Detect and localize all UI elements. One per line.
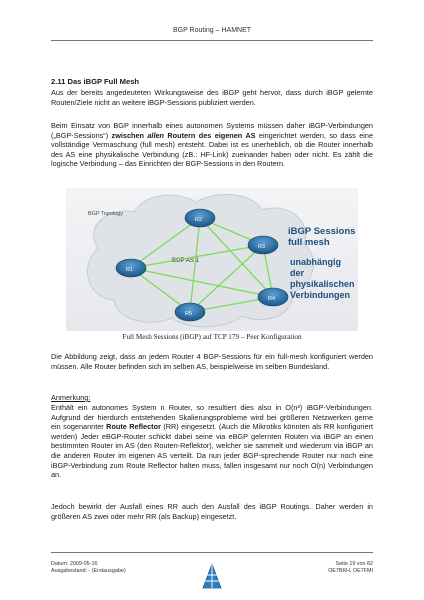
header-divider (51, 40, 373, 41)
emphasis-route-reflector: Route Reflector (106, 422, 161, 432)
router-label: R3 (258, 244, 266, 250)
bgp-topology-figure (66, 188, 358, 331)
annotation-subtitle: der (290, 268, 305, 278)
footer-left (51, 561, 126, 575)
router-label: R1 (126, 267, 134, 273)
annotation-title: full mesh (288, 237, 330, 248)
footer-page: Seite 19 von 82 (335, 561, 373, 567)
footer-authors: OE7BKH, OE7FMI (328, 568, 373, 574)
paragraph-text: Beim Einsatz von BGP innerhalb eines autonomen Systems müssen daher iBGP-Verbindungen („BGP-Sessions“) (51, 121, 373, 140)
annotation-subtitle: Verbindungen (290, 290, 351, 300)
annotation-title: iBGP Sessions (288, 226, 356, 237)
note-title: Anmerkung: (51, 393, 91, 402)
paragraph-text: Enthält ein autonomes System n Router, so resultiert dies also in O(n²) iBGP-Verbindungen. Aufgrund der hierdurch entstehenden Skalierungsprobleme wird bei größeren Netzwerken gerne ein sogenannter (51, 403, 373, 432)
emphasis-between: zwischen (111, 130, 148, 140)
router-r4 (258, 288, 288, 306)
footer-edition: Ausgabestand: - (Erstausgabe) (51, 568, 126, 574)
router-r3 (248, 236, 278, 254)
topology-diagram (66, 188, 358, 331)
router-label: R2 (195, 217, 203, 223)
router-label: R5 (185, 311, 193, 317)
paragraph-text: (RR) eingesetzt. (Auch die Mikrotiks könnten als RR konfiguriert werden) Jeder eBGP-Router schickt dabei seine via eBGP gelernten Routen via iBGP an einen bestimmten Router im AS (den Routen-Reflektor), welcher sie sammelt und wiederum via iBGP an die anderen Router im eigenen AS verteilt. Da nun jeder BGP-sprechende Router nur noch eine iBGP-Verbindung zum Route Reflector halten muss, fallen insgesamt nur noch O(n) Verbindungen an. (51, 422, 373, 480)
router-r1 (116, 259, 146, 277)
annotation-subtitle: unabhängig (290, 257, 341, 267)
router-label: R4 (268, 296, 276, 302)
paragraph-text: eingerichtet werden, so dass eine vollständige Vermaschung (full mesh) entsteht. Dabei ist es unerheblich, ob die Router innerhalb des AS eine physikalische Verbindung (zB.: HF-Link) zueinander haben oder nicht. Es zählt die logische Verbindung – das Einrichten der BGP-Sessions in den Routern. (51, 130, 373, 169)
footer-divider (51, 552, 373, 553)
router-r2 (185, 209, 215, 227)
paragraph-rr-failure: Jedoch bewirkt der Ausfall eines RR auch den Ausfall des iBGP Routings. Daher werden in größeren AS zwei oder mehr RR (als Backup) eingesetzt. (51, 502, 373, 521)
topology-label: BGP Topology (88, 211, 123, 217)
figure-caption: Full Mesh Sessions (iBGP) auf TCP 179 – Peer Konfiguration (122, 333, 302, 341)
paragraph-full-mesh (51, 121, 373, 169)
running-header: BGP Routing – HAMNET (172, 27, 252, 34)
paragraph-route-reflector (51, 403, 373, 480)
antenna-logo-icon (201, 563, 223, 589)
paragraph-intro: Aus der bereits angedeuteten Wirkungsweise des iBGP geht hervor, dass durch iBGP gelernte Routen/Ziele nicht an weitere iBGP-Sessions publiziert werden. (51, 88, 373, 107)
section-title: 2.11 Das iBGP Full Mesh (51, 77, 140, 86)
as-label: BGP AS 1 (172, 258, 199, 264)
footer-date: Datum: 2009-05-16 (51, 561, 98, 567)
emphasis-all: allen (147, 130, 165, 140)
router-r5 (175, 303, 205, 321)
paragraph-figure-explanation: Die Abbildung zeigt, dass an jedem Router 4 BGP-Sessions für ein full-mesh konfiguriert werden müssen. Alle Router befinden sich im selben AS, beispielweise im selben Bundesland. (51, 352, 373, 371)
footer-right (328, 561, 373, 575)
annotation-subtitle: physikalischen (290, 279, 355, 289)
emphasis-own-as: Routern des eigenen AS (164, 130, 256, 140)
